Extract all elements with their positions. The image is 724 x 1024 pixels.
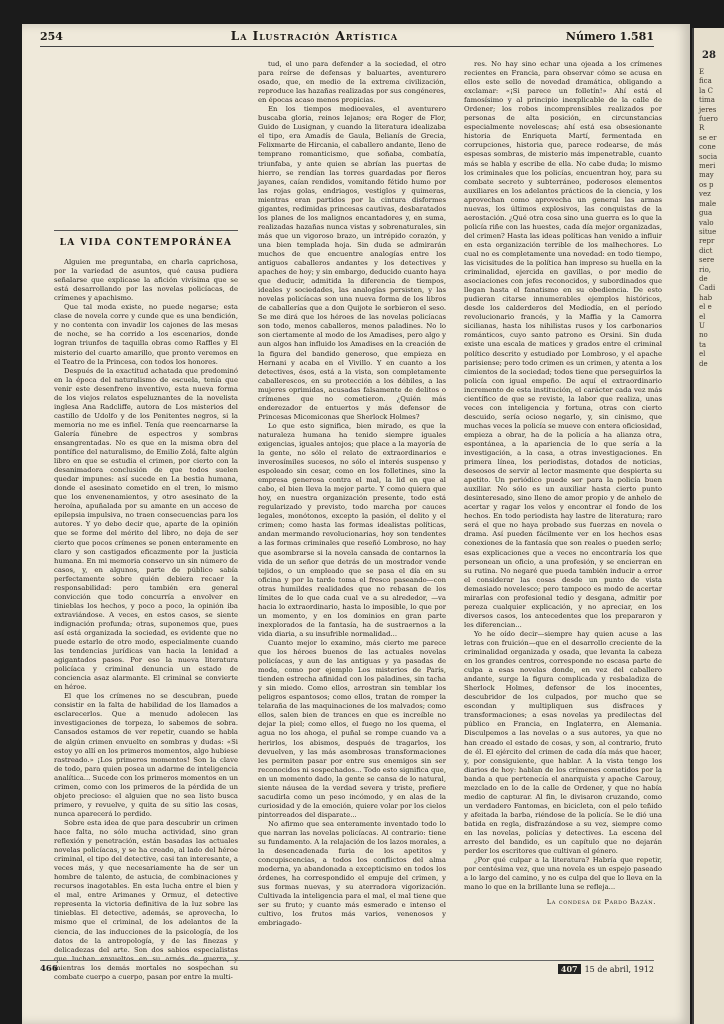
issue-number: Número 1.581 [565, 29, 654, 43]
paragraph: tud, el uno para defender a la sociedad, el otro para reírse de defensas y baluartes, aventurero osado, que, en medio de la extrema civilización, reproduce las hazañas realizadas por sus congéneres, en épocas acaso menos propicias. [258, 60, 446, 105]
section-rule [54, 230, 238, 231]
adjacent-page-number: 28 [702, 50, 716, 61]
adjacent-page-edge [692, 28, 724, 1024]
archive-stamp [558, 964, 654, 974]
paragraph: No afirmo que sea enteramente inventado todo lo que narran las novelas policíacas. Al contrario: tiene su fundamento. A la relajación de los lazos morales, a la desencadenada furia de los apetitos y concupiscencias, a todos los conflictos del alma moderna, ya abandonada a excepticismo en todos los órdenes, ha correspondido el empuje del crimen, y sus formas nuevas, y su aterradora vigorización. Cultivada la inteligencia para el mal, el mal tiene que ser su fruto; y cuanto más esmerado e intenso el cultivo, los frutos más varios, venenosos y embriagado- [258, 819, 446, 928]
paragraph: Cuanto mejor lo examino, más cierto me parece que los héroes buenos de las actuales novelas policíacas, y aun de las antiguas y ya pasadas de moda, como por ejemplo Los misterios de París, tienden estrecha afinidad con los paladines, sin tacha y sin miedo. Como ellos, arrostran sin temblar los peligros espantosos; como ellos, tratan de romper la telaraña de las maquinaciones de los malvados; como ellos, salen bien de trances en que es increíble no dejar la piel; como ellos, el fuego no los quema, el agua no los ahoga, el puñal se rompe cuando va a herirlos, los abismos, después de tragarlos, los devuelven, y las más asombrosas transformaciones les permiten pasar por entre sus enemigos sin ser reconocidos ni sospechados... Todo esto significa que, en un momento dado, la gente se cansa de lo natural, siente náusea de la verdad severa y triste, prefiere sacudirla como un peso incómodo, y en alas de la curiosidad y de la emoción, quiere volar por los cielos pintorreados del disparate... [258, 639, 446, 819]
column-2 [258, 60, 446, 950]
paragraph: Yo he oído decir—siempre hay quien acuse a las letras con fruición—que en el desarrollo creciente de la criminalidad organizada y osada, que levanta la cabeza en los grandes centros, corresponde no escasa parte de culpa a esas novelas donde, en vez del caballero andante, surge la figura complicada y resbaladiza de Sherlock Holmes, defensor de los inocentes, descubridor de los culpados, por mucho que se escondan y multipliquen sus disfraces y transformaciones; a esas novelas ya predilectas del público en Francia, en Inglaterra, en Alemania. Disculpemos a las novelas o a sus autores, ya que no han creado el estado de cosas, y son, al contrario, fruto de él. El ejército del crimen de cada día más que hacer, y, por consiguiente, que hablar. A la vista tengo los diarios de hoy: hablan de los crímenes cometidos por la banda a que pertenecía el anarquista y apache Carouy, mezclado en lo de la calle de Ordener, y que no había medio de capturar. Al fin, le divisaron cruzando, como un verdadero Fantomas, en bicicleta, con el pelo teñido y afeitada la barba, riéndose de la policía. Se le dió una batida en regla, disfrazándose a su vez, siempre como en las novelas, policías y detectives. La escena del arresto del bandido, es un capítulo que no dejarán perder los escritores que cultivan el género. [464, 629, 662, 856]
folio-number: 466 [40, 964, 58, 974]
adjacent-page-fragment: E fica la C tima jeres fuero R se er cone socia meri may os p vez male gua valo situe repr dict sere rio, de Cadi hab el e el U no ta el de [699, 68, 718, 368]
stamp-number: 407 [558, 964, 581, 974]
author-signature: La condesa de Pardo Bazán. [546, 898, 656, 907]
paragraph: Que tal moda existe, no puede negarse; esta clase de novela corre y cunde que es una bendición, y no contenta con invadir los cajones de las mesas de noche, se ha corrido a los escenarios, donde logran triunfos de taquilla obras como Raffles y El misterio del cuarto amarillo, que pronto veremos en el Teatro de la Princesa, con todos los honores. [54, 303, 238, 366]
paragraph: Después de la exactitud achatada que predominó en la época del naturalismo de escuela, tenía que venir este desenfreno inventivo, esta nueva forma de los viejos relatos espeluznantes de la novelista inglesa Ana Radcliffe, autora de Los misterios del castillo de Udolfo y de los Penitentes negros, si la memoria no me es infiel. Tenía que reencarnarse la Galería fúnebre de espectros y sombras ensangrentadas. No es que en la misma obra del pontífice del naturalismo, de Emilio Zolá, falte algún libro en que se estudia el crimen, por cierto con la desanimadora conclusión de que todos suelen quedar impunes: así sucede en La bestia humana, donde el asesinato cometido en el tren, lo mismo que los envenenamientos, y otro asesinato de la heroína, apuñalada por su amante en un acceso de epilepsia impulsiva, no traen consecuencias para los autores. Y yo debo decir que, aparte de la opinión que se forme del mérito del libro, no deja de ser cierto que pocos crímenes se ponen enteramente en claro y son castigados eficazmente por la justicia humana. En mi memoria conservo un sin número de casos, y, en algunos, parte de público sabía perfectamente sobre quién debiera recaer la responsabilidad: pero también era general convicción que todo concurría a envolver en tinieblas los hechos, y poco a poco, la opinión iba extraviándose. A veces, en estos casos, se siente indignación profunda; otras, suponemos que, pues así está organizada la sociedad, es evidente que no puede estarlo de otro modo, especialmente cuando las tendencias jurídicas van hacia la lenidad a agigantados pasos. Por eso la nueva literatura policíaca y criminal denuncia un estado de conciencia asaz alarmante. El criminal se convierte en héroe. [54, 366, 238, 692]
paragraph: Lo que esto significa, bien mirado, es que la naturaleza humana ha tenido siempre iguales exigencias, iguales antojos; que place a la mayoría de la gente, no sólo el relato de extraordinarios e inverosímiles sucesos, no sólo el interés suspenso y espoleado sin cesar, como en los folletines, sino la empresa generosa contra el mal, la lid en que al cabo, el bien lleva la mejor parte. Y como quiera que hoy, en nuestra organización presente, todo está regularizado y previsto, todo marcha por cauces legales, monótonos, excepto la pasión, el delito y el crimen; como hasta las formas idealistas políticas, andan mermando revolucionarias, hoy son tendentes a las formas criminales que reseñó Lombroso, no hay que asombrarse si la novela cansada de contarnos la vida de un señor que detrás de un mostrador vende tejidos, o un empleado que se pasa el día en su oficina y por la tarde toma el fresco paseando—con otras humildes realidades que no rebasan de los límites de lo que cada cual ve a su alrededor, —va hacia lo extraordinario, hasta lo imposible, lo que por un momento, y en los dominios en gran parte inexplorados de la fantasía, ha de sustraernos a la vida diaria, a su insufrible normalidad... [258, 421, 446, 638]
page-number: 254 [40, 29, 63, 43]
blank-space [54, 60, 238, 230]
paragraph: El que los crímenes no se descubran, puede consistir en la falta de habilidad de los llamados a esclarecerlos. Que a menudo adolecen las investigaciones de torpeza, lo sabemos de sobra. Cansados estamos de ver repetir, cuando se habla de algún crimen envuelto en sombras y dudas: «Si estoy yo allí en los primeros momentos, algo hubiese rastreado.» ¡Los primeros momentos! Son la clave de todo, para quien posea un adarme de inteligencia analítica... Sucede con los primeros momentos en un crimen, como con los primeros de la pérdida de un objeto precioso: el alguien que no sea listo busca primero, y revuelve, y quita de su sitio las cosas, nunca aparecerá lo perdido. [54, 692, 238, 818]
column-3 [464, 60, 662, 950]
paragraph: Alguien me preguntaba, en charla caprichosa, por la variedad de asuntos, qué causa pudiera señalarse que explicase la afición vivísima que se está desarrollando por las novelas policíacas, de crímenes y apachismo. [54, 258, 238, 303]
paragraph: En los tiempos medioevales, el aventurero buscaba gloria, reinos lejanos; era Roger de Flor, Guido de Lusignan, y cuando la literatura idealizaba el tipo, era Amadís de Gaula, Belianís de Grecia, Felixmarte de Hircania, el caballero andante, lleno de temprano romanticismo, que soñaba, combatía, triunfaba, y ante quien se abrían las puertas de hierro, se rendían las torres guardadas por fieros jayanes, caían rendidos, vomitando fétido humo por las rojas golas, endriagos, vestiglos y quimeras, mientras eran partidos por la cintura disformes gigantes, redimidas princesas cautivas, desbaratados los planes de los malignos encantadores y, en suma, realizadas hazañas nunca vistas y sobrenaturales, sin más que un vigoroso brazo, un intrépido corazón, y una bien templada hoja. Sin duda se admirarán muchos de que encuentre analogías entre los antiguos caballeros andantes y los detectives y apaches de hoy; y sin embargo, deducido cuanto haya que deducir, admitida la diferencia de tiempos, ideales y sociedades, las analogías persisten, y las novelas policíacas son una nueva forma de los libros de caballerías que a don Quijote le sorbieron el seso. Se me dirá que los héroes de las novelas policíacas son todo, menos caballeros, menos paladines. No lo son ciertamente al modo de los Amadises, pero algo y aun algos han influido los Amadises en la creación de la figura del bandido generoso, que empieza en Hernani y acaba en el Vivillo. Y en cuanto a los detectives, ésos, está a la vista, son completamente caballerescos, en su protección a los débiles, a las mujeres oprimidas, acusadas falsamente de delitos o crímenes que no cometieron. ¿Quién más enderezador de entuertos y más defensor de Princesas Micomiconas que Sherlock Holmes? [258, 105, 446, 421]
paragraph: res. No hay sino echar una ojeada a los crímenes recientes en Francia, para observar cómo se acusa en ellos este sello de novedad dramática, obligando a exclamar: «¡Si parece un folletín!» Ahí está el famosísimo y al principio inexplicable de la calle de Ordener; los robos incomprensibles realizados por personas de alta posición, en circunstancias especialmente novelescas; ahí está esa obsesionante historia de Enriqueta Martí, fermentada en corrupciones, historia que, parece rodearse, de más espesas sombras, de misterio más impenetrable, cuanto más se habla y escribe de ella. No cabe duda; lo mismo los criminales que los policías, encuentran hoy, para su combate secreto y subterráneo, poderosos elementos auxiliares en los adelantos prácticos de la ciencia, y los aprovechan como aprovecha un general las armas nuevas, los últimos explosivos, las conquistas de la aerostación. ¿Qué otra cosa sino una guerra es lo que la policía riñe con las huestes, cada día mejor organizadas, del crimen? Hasta las ideas políticas han venido a influir en esta organización terrible de los malhechores. Lo cual no es completamente una novedad: en todo tiempo, las vicisitudes de la política han impreso su huella en la criminalidad, ejercida en gavillas, o por medio de asociaciones con jefes reconocidos, y subordinados que llegan hasta el fanatismo en su obediencia. De esto pudieran citarse innumerables ejemplos históricos, desde los calderderos del Mediodía, en el período revolucionario francés, y la Maffia y la Camorra sicilianas, hasta los nihilistas rusos y los carbonarios románticos, cuyo santo patrono es Orsini. Sin duda existe una escala de matices y grados entre el criminal político descrito y estudiado por Lombroso, y el apache parisiense; pero todo crimen es un crimen, y atenta a los cimientos de la sociedad; todos tiene que perseguirlos la policía con igual empeño. De aquí el extraordinario incremento de esta institución, el carácter cada vez más científico de que se reviste, la labor que realiza, unas veces con inteligencia y fortuna, otras con cierto descuido, sería ocioso negarlo, y, sin cinismo, que muchas veces la policía se mueve con entera oficiosidad, empieza a obrar, ha de la policía a ha alianza otra, espontánea, a la apariencia de lo que sería a la investigación, a la casa, a otras investigaciones. En primera línea, los periodistas, dotados de noticias, deseosos de servir al lector masmente que despierta su apetito. Un periódico puede ser para la policía buen auxiliar. No sólo es un auxiliar hasta cierto punto desinteresado, sino lleno de amor propio y de anhelo de acertar y ragar los velos y encontrar el fondo de los hechos. En todo periodista hay lastre de literatura; raro será el que no haya probado sus fuerzas en novela o drama. Así pueden fácilmente ver en los hechos esas conexiones de la fantasía que son reales o pueden serlo; esas explicaciones que a veces no encontraría los que personean un oficio, a una profesión, y se encierran en su rutina. No negaré que pueda también inducir a error el considerar las cosas desde un punto de vista demasiado novelesco; pero tampoco es modo de acertar mirarlas con profesional tedio y desgana, admitir por pereza cualquier explicación, y no apreciar, en los diversos casos, los antecedentes que los prepararon y les diferencian... [464, 60, 662, 629]
page-footer [40, 960, 654, 977]
column-1 [54, 60, 238, 981]
magazine-title: La Ilustración Artística [230, 29, 399, 43]
paragraph: ¿Por qué culpar a la literatura? Habría que repetir, por centésima vez, que una novela es un espejo paseado a lo largo del camino, y no es culpa del que lo lleva en la mano lo que en la brillante luna se refleja... [464, 856, 662, 892]
running-header [40, 26, 654, 47]
issue-date: 15 de abril, 1912 [584, 964, 654, 974]
section-title: LA VIDA CONTEMPORÁNEA [59, 238, 233, 248]
paragraph: Sobre esta idea de que para descubrir un crimen hace falta, no sólo mucha actividad, sino gran reflexión y penetración, están basadas las actuales novelas policíacas, y se ha creado, al lado del héroe criminal, el tipo del detective, casi tan interesante, a veces más, y que necesariamente ha de ser un hombre de talento, de astucia, de combinaciones y recursos inagotables. En esta lucha entre el bien y el mal, entre Arimanes y Ormuz, el detective representa la victoria definitiva de la luz sobre las tinieblas. El detective, además, se aprovecha, lo mismo que el criminal, de los adelantos de la ciencia, de las inducciones de la psicología, de los datos de la antropología, y de las finezas y delicadezas del arte. Son dos sabios especialistas que luchan envueltos en su arnés de guerra, y mientras los demás mortales no sospechan su combate cuerpo a cuerpo, pasan por entre la multi- [54, 818, 238, 981]
